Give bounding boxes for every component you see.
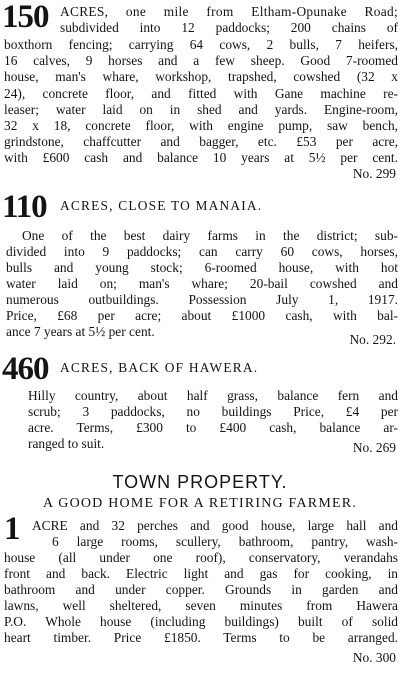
listing-heading: ACRES, BACK OF HAWERA.: [60, 360, 259, 375]
listing-line: front and back. Electric light and gas for cooking, in: [4, 566, 398, 581]
listing-line: boxthorn fencing; carrying 64 cows, 2 bulls, 7 heifers,: [4, 37, 398, 52]
listing-line: numerous outbuildings. Possession July 1, 1917.: [6, 292, 398, 307]
section-subtitle: A GOOD HOME FOR A RETIRING FARMER.: [43, 496, 357, 511]
listing-line: 16 calves, 9 horses and a few sheep. Good 7-roomed: [4, 53, 398, 68]
listing-number: 1: [4, 511, 20, 547]
listing-line: acre. Terms, £300 to £400 cash, balance ar-: [28, 420, 398, 435]
listing-line: 6 large rooms, scullery, bathroom, pantry, wash-: [52, 534, 398, 549]
listing-ref: No. 299: [352, 166, 396, 181]
listing-line: subdivided into 12 paddocks; 200 chains of: [60, 20, 398, 35]
listing-ref: No. 292.: [349, 332, 396, 347]
listing-line: water laid on; man's whare; 20-bail cowshed and: [6, 276, 398, 291]
listing-line: heart timber. Price £1850. Terms to be arranged.: [4, 630, 398, 645]
listing-line: scrub; 3 paddocks, no buildings Price, £4 per: [28, 404, 398, 419]
listing-line: house, man's whare, workshop, trapshed, cowshed (32 x: [4, 69, 398, 84]
listing-line: P.O. Whole house (including buildings) built of solid: [4, 614, 398, 629]
listing-line: 32 x 18, concrete floor, with engine pump, saw bench,: [4, 118, 398, 133]
listing-number: 460: [2, 351, 49, 387]
listing-line: with £600 cash and balance 10 years at 5½ per cent.: [4, 150, 398, 165]
listing-number: 150: [2, 0, 49, 35]
listing-line: grindstone, chaffcutter and bagger, etc. £53 per acre,: [4, 134, 398, 149]
listing-line: ACRE and 32 perches and good house, large hall and: [32, 518, 398, 533]
listing-line: leaser; water laid on in shed and yards. Engine-room,: [4, 102, 398, 117]
listing-line: ance 7 years at 5½ per cent.: [6, 324, 155, 339]
listing-heading: ACRES, one mile from Eltham-Opunake Road;: [60, 4, 398, 19]
listing-line: ranged to suit.: [28, 436, 105, 451]
listing-line: 24), concrete floor, and fitted with Gane machine re-: [4, 86, 398, 101]
listing-number: 110: [2, 189, 47, 225]
listing-heading: ACRES, CLOSE TO MANAIA.: [60, 198, 263, 213]
listing-line: divided into 9 paddocks; can carry 60 cows, horses,: [6, 244, 398, 259]
listing-ref: No. 269: [352, 440, 396, 455]
listing-line: bathroom and under copper. Grounds in garden and: [4, 582, 398, 597]
listing-line: bulls and young stock; 6-roomed house, with hot: [6, 260, 398, 275]
listing-line: Hilly country, about half grass, balance fern and: [28, 388, 398, 403]
section-title: TOWN PROPERTY.: [112, 472, 288, 492]
listing-line: Price, £68 per acre; about £1000 cash, with bal-: [6, 308, 398, 323]
listing-ref: No. 300: [352, 650, 396, 665]
listing-line: house (all under one roof), conservatory, verandahs: [4, 550, 398, 565]
listing-line: One of the best dairy farms in the district; sub-: [22, 228, 398, 243]
listing-line: lawns, well sheltered, seven minutes from Hawera: [4, 598, 398, 613]
